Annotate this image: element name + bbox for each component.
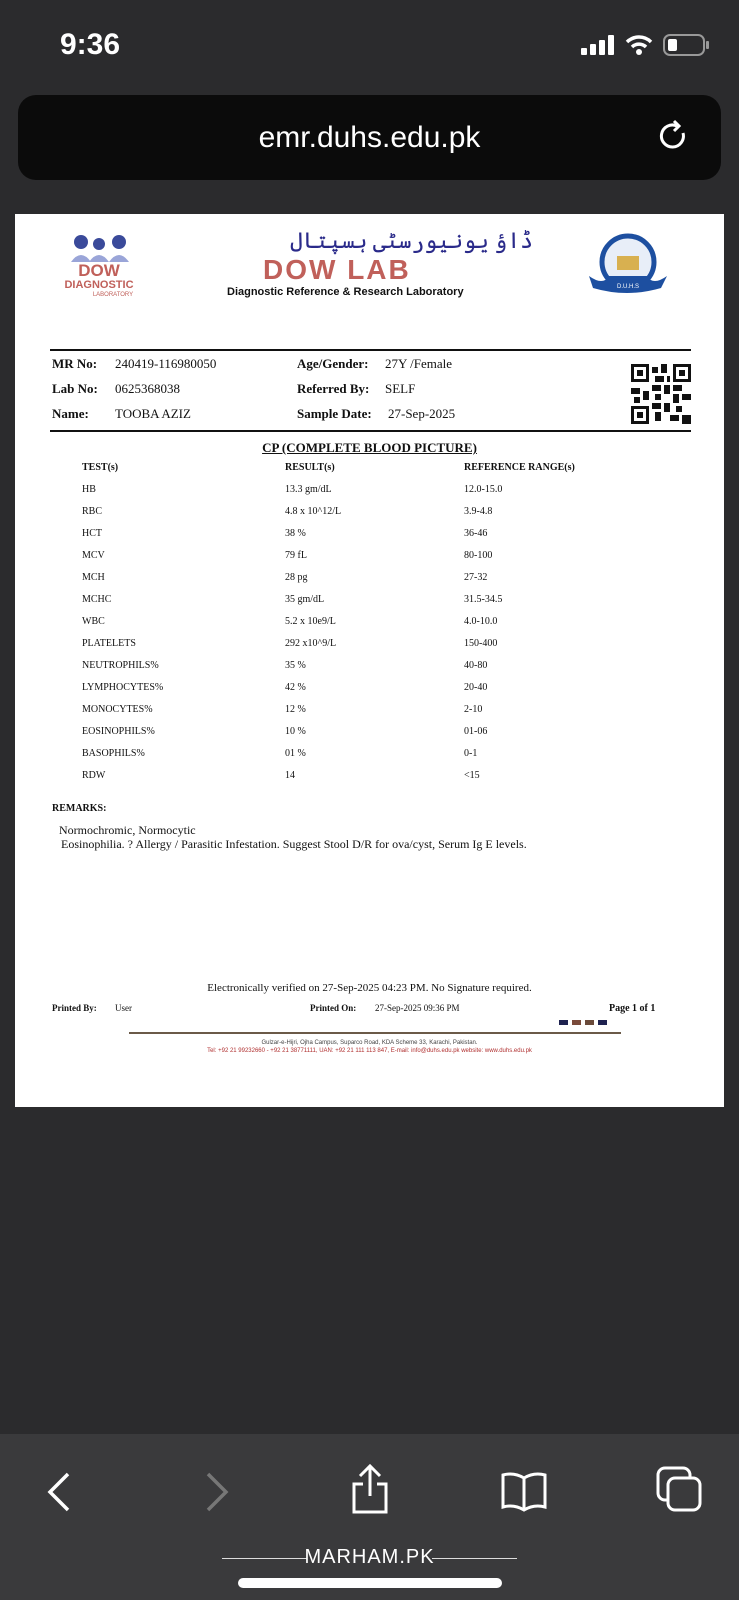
share-icon[interactable] <box>350 1462 390 1514</box>
reference-range: 80-100 <box>464 550 493 561</box>
lab-no-value: 0625368038 <box>115 381 180 396</box>
table-row <box>15 748 724 770</box>
test-result: 14 <box>285 770 295 781</box>
signal-icon <box>581 35 615 55</box>
test-name: LYMPHOCYTES% <box>82 682 164 693</box>
bookmarks-icon[interactable] <box>500 1470 548 1514</box>
test-result: 10 % <box>285 726 306 737</box>
table-row <box>15 550 724 572</box>
test-result: 38 % <box>285 528 306 539</box>
test-name: MCV <box>82 550 105 561</box>
table-row <box>15 616 724 638</box>
test-result: 12 % <box>285 704 306 715</box>
header-result: RESULT(s) <box>285 462 335 473</box>
watermark: MARHAM.PK <box>304 1546 435 1568</box>
dow-diagnostic-logo <box>53 232 145 300</box>
lab-no-label: Lab No: <box>52 381 98 396</box>
forward-icon[interactable] <box>204 1470 232 1514</box>
test-name: PLATELETS <box>82 638 136 649</box>
duhs-seal-logo <box>587 232 669 298</box>
reload-icon[interactable] <box>657 119 691 155</box>
remarks-label: REMARKS: <box>52 803 107 814</box>
printed-by-value: User <box>115 1003 132 1013</box>
qr-code <box>631 364 691 424</box>
test-result: 35 % <box>285 660 306 671</box>
printed-on-label: Printed On: <box>310 1003 357 1013</box>
table-row <box>15 770 724 792</box>
header-test: TEST(s) <box>82 462 119 473</box>
test-name: EOSINOPHILS% <box>82 726 155 737</box>
footer-address: Gulzar-e-Hijri, Ojha Campus, Suparco Road, KDA Scheme 33, Karachi, Pakistan. <box>261 1040 478 1046</box>
reference-range: 40-80 <box>464 660 488 671</box>
table-row <box>15 704 724 726</box>
reference-range: 150-400 <box>464 638 498 649</box>
table-row <box>15 506 724 528</box>
url-text[interactable]: emr.duhs.edu.pk <box>258 121 481 154</box>
reference-range: 20-40 <box>464 682 488 693</box>
battery-icon <box>663 34 709 56</box>
test-result: 35 gm/dL <box>285 594 325 605</box>
age-value: 27Y /Female <box>385 356 453 371</box>
address-bar[interactable] <box>18 95 721 180</box>
header-reference: REFERENCE RANGE(s) <box>464 462 575 473</box>
table-row <box>15 638 724 660</box>
footer-contact: Tel: +92 21 99232660 - +92 21 38771111, UAN: +92 21 111 113 847, E-mail: info@duhs.edu.pk website: www.duhs.edu.pk <box>207 1048 532 1054</box>
name-value: TOOBA AZIZ <box>115 406 191 421</box>
test-name: RDW <box>82 770 106 781</box>
back-icon[interactable] <box>44 1470 72 1514</box>
svg-text:D.U.H.S: D.U.H.S <box>616 284 640 290</box>
reference-range: <15 <box>464 770 480 781</box>
status-time: 9:36 <box>60 28 121 61</box>
verification-note: Electronically verified on 27-Sep-2025 04:23 PM. No Signature required. <box>207 982 532 994</box>
reference-range: 12.0-15.0 <box>464 484 503 495</box>
page-number: Page 1 of 1 <box>609 1003 656 1014</box>
lab-name: DOW LAB <box>263 254 411 285</box>
status-bar <box>0 0 739 95</box>
test-name: WBC <box>82 616 105 627</box>
lab-subtitle: Diagnostic Reference & Research Laboratory <box>227 286 464 298</box>
reference-range: 4.0-10.0 <box>464 616 498 627</box>
reference-range: 3.9-4.8 <box>464 506 493 517</box>
test-name: HCT <box>82 528 102 539</box>
age-label: Age/Gender: <box>297 356 369 371</box>
test-name: RBC <box>82 506 103 517</box>
reference-range: 2-10 <box>464 704 483 715</box>
reference-range: 01-06 <box>464 726 488 737</box>
svg-text:DOW: DOW <box>78 261 120 280</box>
remark-line: Normochromic, Normocytic <box>59 823 196 837</box>
table-row <box>15 572 724 594</box>
printed-by-label: Printed By: <box>52 1003 97 1013</box>
browser-toolbar <box>0 1434 739 1600</box>
sample-date-value: 27-Sep-2025 <box>388 406 456 421</box>
test-name: NEUTROPHILS% <box>82 660 159 671</box>
sample-date-label: Sample Date: <box>297 406 372 421</box>
table-row <box>15 660 724 682</box>
test-title: CP (COMPLETE BLOOD PICTURE) <box>262 440 477 455</box>
test-name: MCHC <box>82 594 112 605</box>
reference-range: 31.5-34.5 <box>464 594 503 605</box>
name-label: Name: <box>52 406 89 421</box>
lab-report <box>15 214 724 1107</box>
home-indicator[interactable] <box>238 1578 502 1588</box>
reference-range: 0-1 <box>464 748 478 759</box>
test-result: 4.8 x 10^12/L <box>285 506 342 517</box>
referred-label: Referred By: <box>297 381 370 396</box>
test-name: MCH <box>82 572 105 583</box>
mr-label: MR No: <box>52 356 98 371</box>
table-row <box>15 484 724 506</box>
test-result: 13.3 gm/dL <box>285 484 332 495</box>
reference-range: 36-46 <box>464 528 488 539</box>
test-result: 01 % <box>285 748 306 759</box>
test-name: MONOCYTES% <box>82 704 153 715</box>
test-name: BASOPHILS% <box>82 748 145 759</box>
test-result: 28 pg <box>285 572 308 583</box>
printed-on-value: 27-Sep-2025 09:36 PM <box>375 1003 460 1013</box>
wifi-icon <box>625 34 653 56</box>
table-row <box>15 682 724 704</box>
svg-text:LABORATORY: LABORATORY <box>92 292 134 298</box>
urdu-hospital-name: ڈاؤ یونیورسٹی ہسپتال <box>290 228 534 253</box>
test-result: 42 % <box>285 682 306 693</box>
svg-text:DIAGNOSTIC: DIAGNOSTIC <box>64 279 134 291</box>
tabs-icon[interactable] <box>656 1466 704 1514</box>
test-result: 79 fL <box>285 550 307 561</box>
footer-divider <box>129 1032 621 1034</box>
referred-value: SELF <box>385 381 416 396</box>
remark-line: Eosinophilia. ? Allergy / Parasitic Infestation. Suggest Stool D/R for ova/cyst, Serum Ig E levels. <box>61 837 527 851</box>
mr-value: 240419-116980050 <box>115 356 217 371</box>
test-name: HB <box>82 484 96 495</box>
table-row <box>15 528 724 550</box>
test-result: 292 x10^9/L <box>285 638 337 649</box>
test-result: 5.2 x 10e9/L <box>285 616 336 627</box>
table-row <box>15 594 724 616</box>
table-row <box>15 726 724 748</box>
reference-range: 27-32 <box>464 572 488 583</box>
page-viewport[interactable] <box>0 200 739 1434</box>
